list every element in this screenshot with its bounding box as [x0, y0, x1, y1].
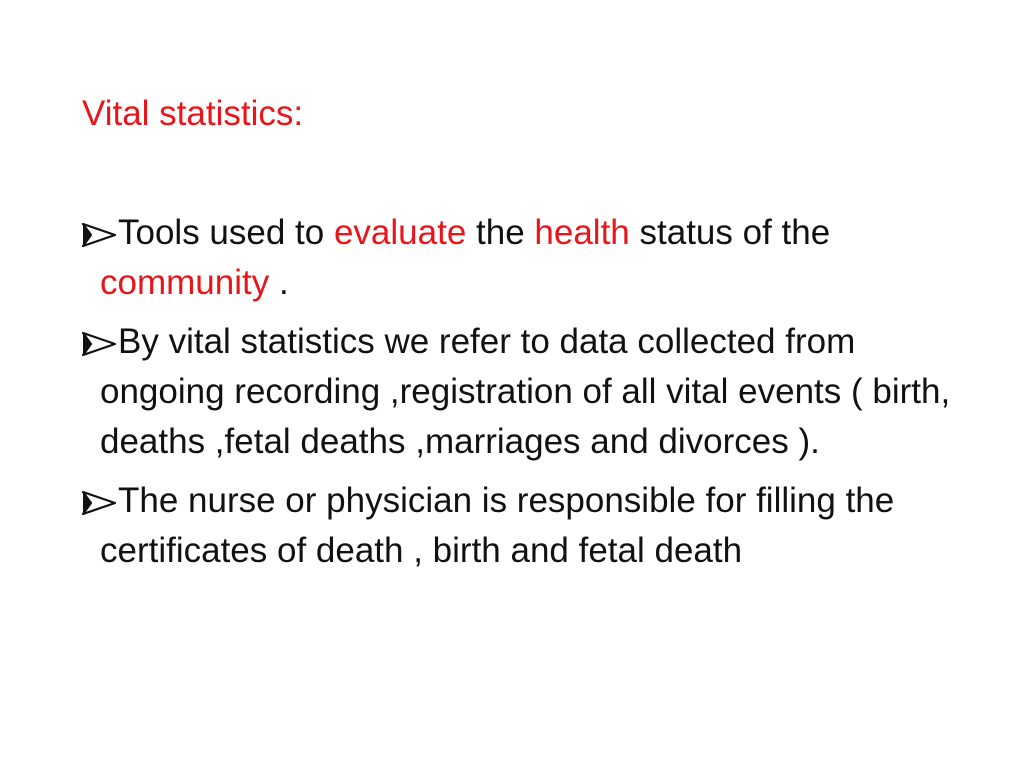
highlighted-term: health [534, 213, 630, 252]
bullet-text-segment: Tools used to [118, 213, 334, 252]
bullet-item [82, 317, 952, 467]
slide-title: Vital statistics: [82, 94, 304, 133]
bullet-text-segment: The nurse or physician is responsible for filling the certificates of death , birth and fetal death [100, 481, 895, 570]
arrow-bullet-icon [82, 332, 116, 356]
bullet-list [82, 208, 952, 585]
arrow-bullet-icon [82, 223, 116, 247]
bullet-item [82, 208, 952, 308]
arrow-bullet-icon [82, 491, 116, 515]
bullet-item [82, 476, 952, 576]
bullet-text-segment: . [269, 263, 289, 302]
highlighted-term: evaluate [333, 213, 467, 252]
bullet-text-segment: status of the [629, 213, 831, 252]
highlighted-term: community [100, 263, 270, 302]
bullet-text-segment: By vital statistics we refer to data collected from ongoing recording ,registration of all vital events ( birth, deaths ,fetal deaths ,marriages and divorces ). [100, 322, 951, 461]
bullet-text-segment: the [466, 213, 535, 252]
